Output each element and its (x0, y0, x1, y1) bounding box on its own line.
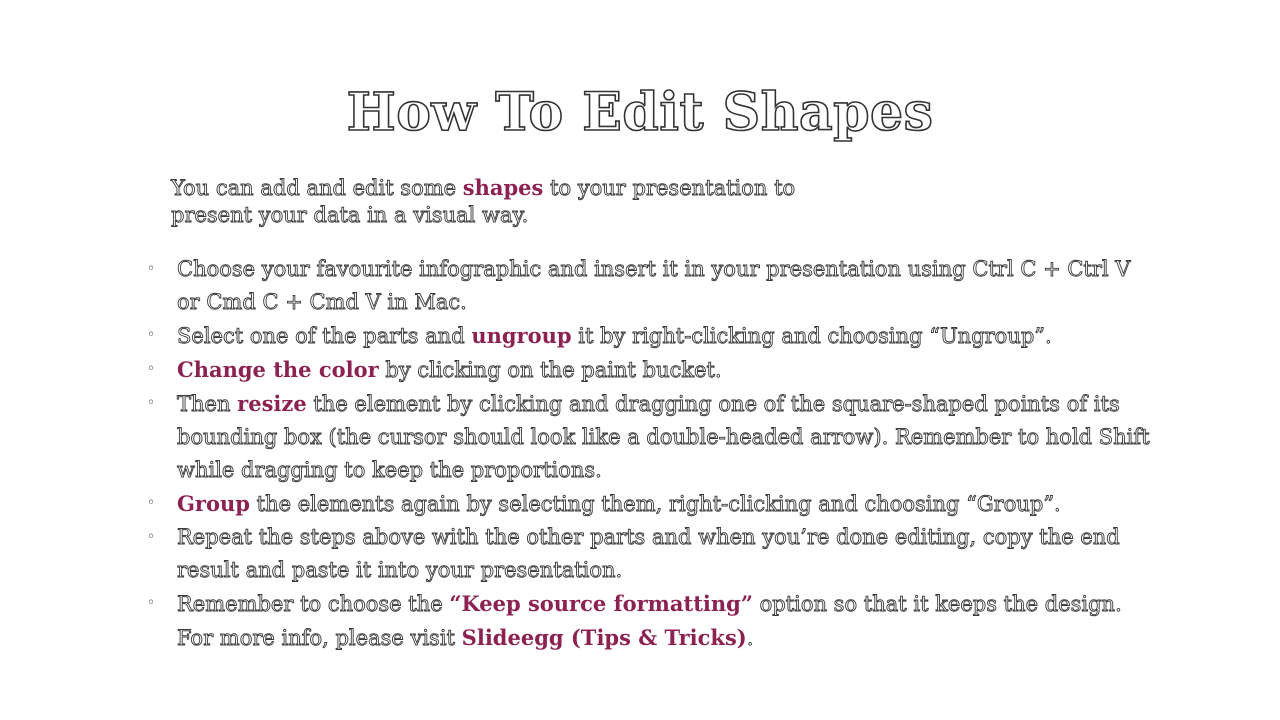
bullet-icon: ◦ (146, 395, 156, 411)
step-highlight: Change the color (177, 357, 379, 382)
bullet-icon: ◦ (146, 495, 156, 511)
slideegg-link[interactable]: Slideegg (Tips & Tricks) (461, 625, 747, 650)
step-text: Remember to choose the (177, 592, 450, 616)
step-highlight: “Keep source formatting” (449, 591, 753, 616)
intro-paragraph (171, 174, 871, 229)
step-text: it by right-clicking and choosing “Ungroup”. (571, 324, 1052, 348)
step-text: Select one of the parts and (177, 324, 472, 348)
step-text: Choose your favourite infographic and insert it in your presentation using Ctrl C + Ctrl V or Cmd C + Cmd V in Mac. (177, 257, 1131, 314)
step-text: the element by clicking and dragging one of the square-shaped points of its bounding box (the cursor should look like a double-headed arrow). Remember to hold Shift while dragging to keep the proportions. (177, 392, 1150, 482)
step-text: by clicking on the paint bucket. (378, 358, 722, 382)
list-item (146, 253, 1152, 319)
bullet-icon: ◦ (146, 529, 156, 545)
step-highlight: Group (177, 491, 250, 516)
step-highlight: resize (237, 391, 307, 416)
list-item (146, 319, 1152, 353)
step-text: Repeat the steps above with the other parts and when you’re done editing, copy the end result and paste it into your presentation. (177, 525, 1120, 582)
step-highlight: ungroup (471, 323, 572, 348)
slide-title: How To Edit Shapes (346, 82, 934, 143)
steps-list (146, 253, 1152, 655)
step-text: . (746, 626, 754, 650)
bullet-icon: ◦ (146, 361, 156, 377)
step-text: Then (177, 392, 238, 416)
bullet-icon: ◦ (146, 261, 156, 277)
list-item (146, 487, 1152, 521)
list-item (146, 387, 1152, 487)
list-item (146, 353, 1152, 387)
step-text: the elements again by selecting them, right-clicking and choosing “Group”. (249, 492, 1061, 516)
bullet-icon: ◦ (146, 327, 156, 343)
step-text: option so that it keeps the design. For more info, please visit (177, 592, 1122, 650)
intro-text-before: You can add and edit some (171, 176, 463, 200)
bullet-icon: ◦ (146, 595, 156, 611)
list-item (146, 521, 1152, 587)
intro-text-after: to your presentation to present your data in a visual way. (171, 176, 796, 227)
intro-highlight-shapes: shapes (462, 175, 544, 200)
list-item (146, 587, 1152, 655)
